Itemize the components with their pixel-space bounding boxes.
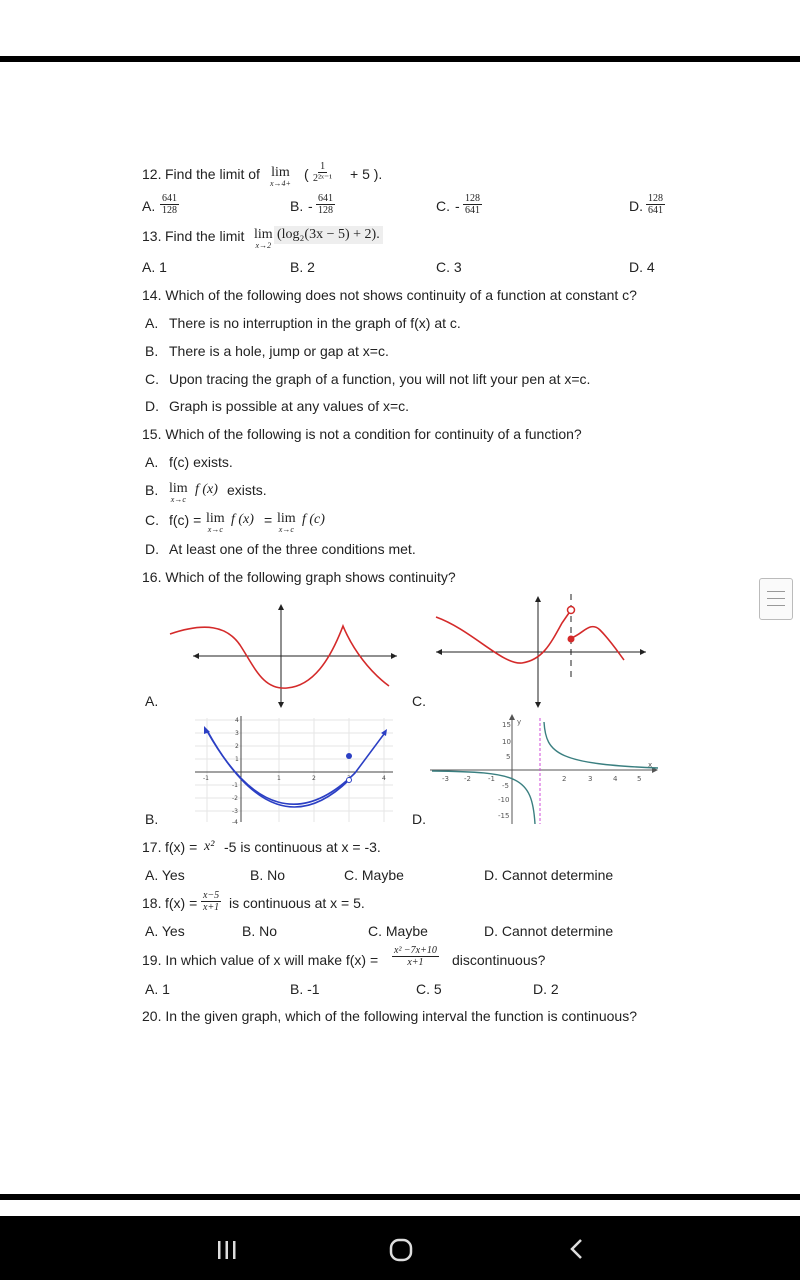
svg-text:4: 4 bbox=[613, 775, 618, 783]
graph-b bbox=[195, 712, 395, 824]
q15-option-b-limit: lim x→c bbox=[169, 481, 188, 504]
q13-text: Find the limit bbox=[165, 228, 245, 244]
svg-text:-3: -3 bbox=[232, 808, 238, 815]
q12-fraction: $\frac{1}{\text{2²ˣ⁻¹}}$ bbox=[313, 161, 333, 184]
navigation-bar bbox=[0, 1216, 800, 1280]
top-border-bar bbox=[0, 56, 800, 62]
side-scroll-handle[interactable] bbox=[759, 578, 793, 620]
q13-expression: (log₂(3x − 5) + 2). bbox=[274, 226, 383, 244]
graph-b-label: B. bbox=[145, 811, 159, 827]
q15-option-d: At least one of the three conditions met. bbox=[169, 541, 416, 557]
back-icon[interactable] bbox=[569, 1238, 585, 1260]
q17-expression: x² bbox=[204, 839, 215, 854]
svg-text:5: 5 bbox=[637, 775, 642, 783]
q12-limit: lim x→4+ bbox=[270, 165, 291, 188]
svg-text:x: x bbox=[648, 761, 653, 769]
svg-text:-4: -4 bbox=[232, 819, 238, 824]
svg-text:2: 2 bbox=[235, 743, 239, 750]
svg-text:10: 10 bbox=[502, 738, 511, 746]
q14-option-b: There is a hole, jump or gap at x=c. bbox=[169, 343, 389, 359]
svg-text:5: 5 bbox=[506, 753, 511, 761]
svg-text:3: 3 bbox=[235, 730, 239, 737]
svg-text:3: 3 bbox=[588, 775, 593, 783]
q15-question: 15. Which of the following is not a condition for continuity of a function? bbox=[142, 426, 582, 442]
q15-option-c-limit-1: lim x→c bbox=[206, 511, 225, 534]
bottom-border-bar bbox=[0, 1194, 800, 1200]
q20-question: 20. In the given graph, which of the following interval the function is continuous? bbox=[142, 1008, 637, 1024]
q13-limit: lim x→2 bbox=[254, 227, 273, 250]
q18-fraction: $\frac{x-5}{x+1}$ bbox=[203, 890, 220, 913]
recent-apps-icon[interactable] bbox=[216, 1240, 238, 1260]
q14-question: 14. Which of the following does not shows continuity of a function at constant c? bbox=[142, 287, 637, 303]
svg-text:-2: -2 bbox=[232, 795, 238, 802]
graph-d bbox=[428, 714, 664, 826]
svg-text:-3: -3 bbox=[442, 775, 449, 783]
svg-text:-5: -5 bbox=[502, 782, 509, 790]
q12-option-b: $\frac{641}{128}$ bbox=[318, 193, 333, 216]
svg-text:4: 4 bbox=[382, 775, 386, 782]
svg-text:4: 4 bbox=[235, 717, 239, 724]
q14-option-a: There is no interruption in the graph of f(x) at c. bbox=[169, 315, 461, 331]
home-icon[interactable] bbox=[389, 1238, 413, 1262]
svg-text:15: 15 bbox=[502, 721, 511, 729]
svg-text:2: 2 bbox=[562, 775, 567, 783]
graph-d-label: D. bbox=[412, 811, 426, 827]
q12-tail: + 5 ). bbox=[350, 166, 383, 182]
q15-option-a: f(c) exists. bbox=[169, 454, 233, 470]
q15-option-c-limit-2: lim x→c bbox=[277, 511, 296, 534]
svg-text:1: 1 bbox=[235, 756, 239, 763]
q14-option-d: Graph is possible at any values of x=c. bbox=[169, 398, 410, 414]
graph-c bbox=[432, 590, 652, 710]
q12-option-a: $\frac{641}{128}$ bbox=[162, 193, 177, 216]
graph-a bbox=[165, 600, 405, 710]
svg-text:-1: -1 bbox=[488, 775, 495, 783]
q16-question: 16. Which of the following graph shows continuity? bbox=[142, 569, 456, 585]
svg-text:2: 2 bbox=[312, 775, 316, 782]
q12-option-c: $\frac{128}{641}$ bbox=[465, 193, 480, 216]
q12-number: 12. bbox=[142, 166, 162, 182]
q14-option-c: Upon tracing the graph of a function, you will not lift your pen at x=c. bbox=[169, 371, 591, 387]
svg-text:-1: -1 bbox=[232, 782, 238, 789]
q12-text: Find the limit of bbox=[165, 166, 260, 182]
svg-text:y: y bbox=[517, 718, 522, 726]
graph-a-label: A. bbox=[145, 693, 159, 709]
svg-text:-10: -10 bbox=[498, 796, 510, 804]
q12-option-d: $\frac{128}{641}$ bbox=[648, 193, 663, 216]
svg-text:-1: -1 bbox=[203, 775, 209, 782]
graph-c-label: C. bbox=[412, 693, 426, 709]
svg-text:-2: -2 bbox=[464, 775, 471, 783]
svg-text:1: 1 bbox=[277, 775, 281, 782]
svg-text:-15: -15 bbox=[498, 812, 510, 820]
q19-fraction: $\frac{\text{x² −7x+10}}{x+1}$ bbox=[394, 945, 437, 968]
